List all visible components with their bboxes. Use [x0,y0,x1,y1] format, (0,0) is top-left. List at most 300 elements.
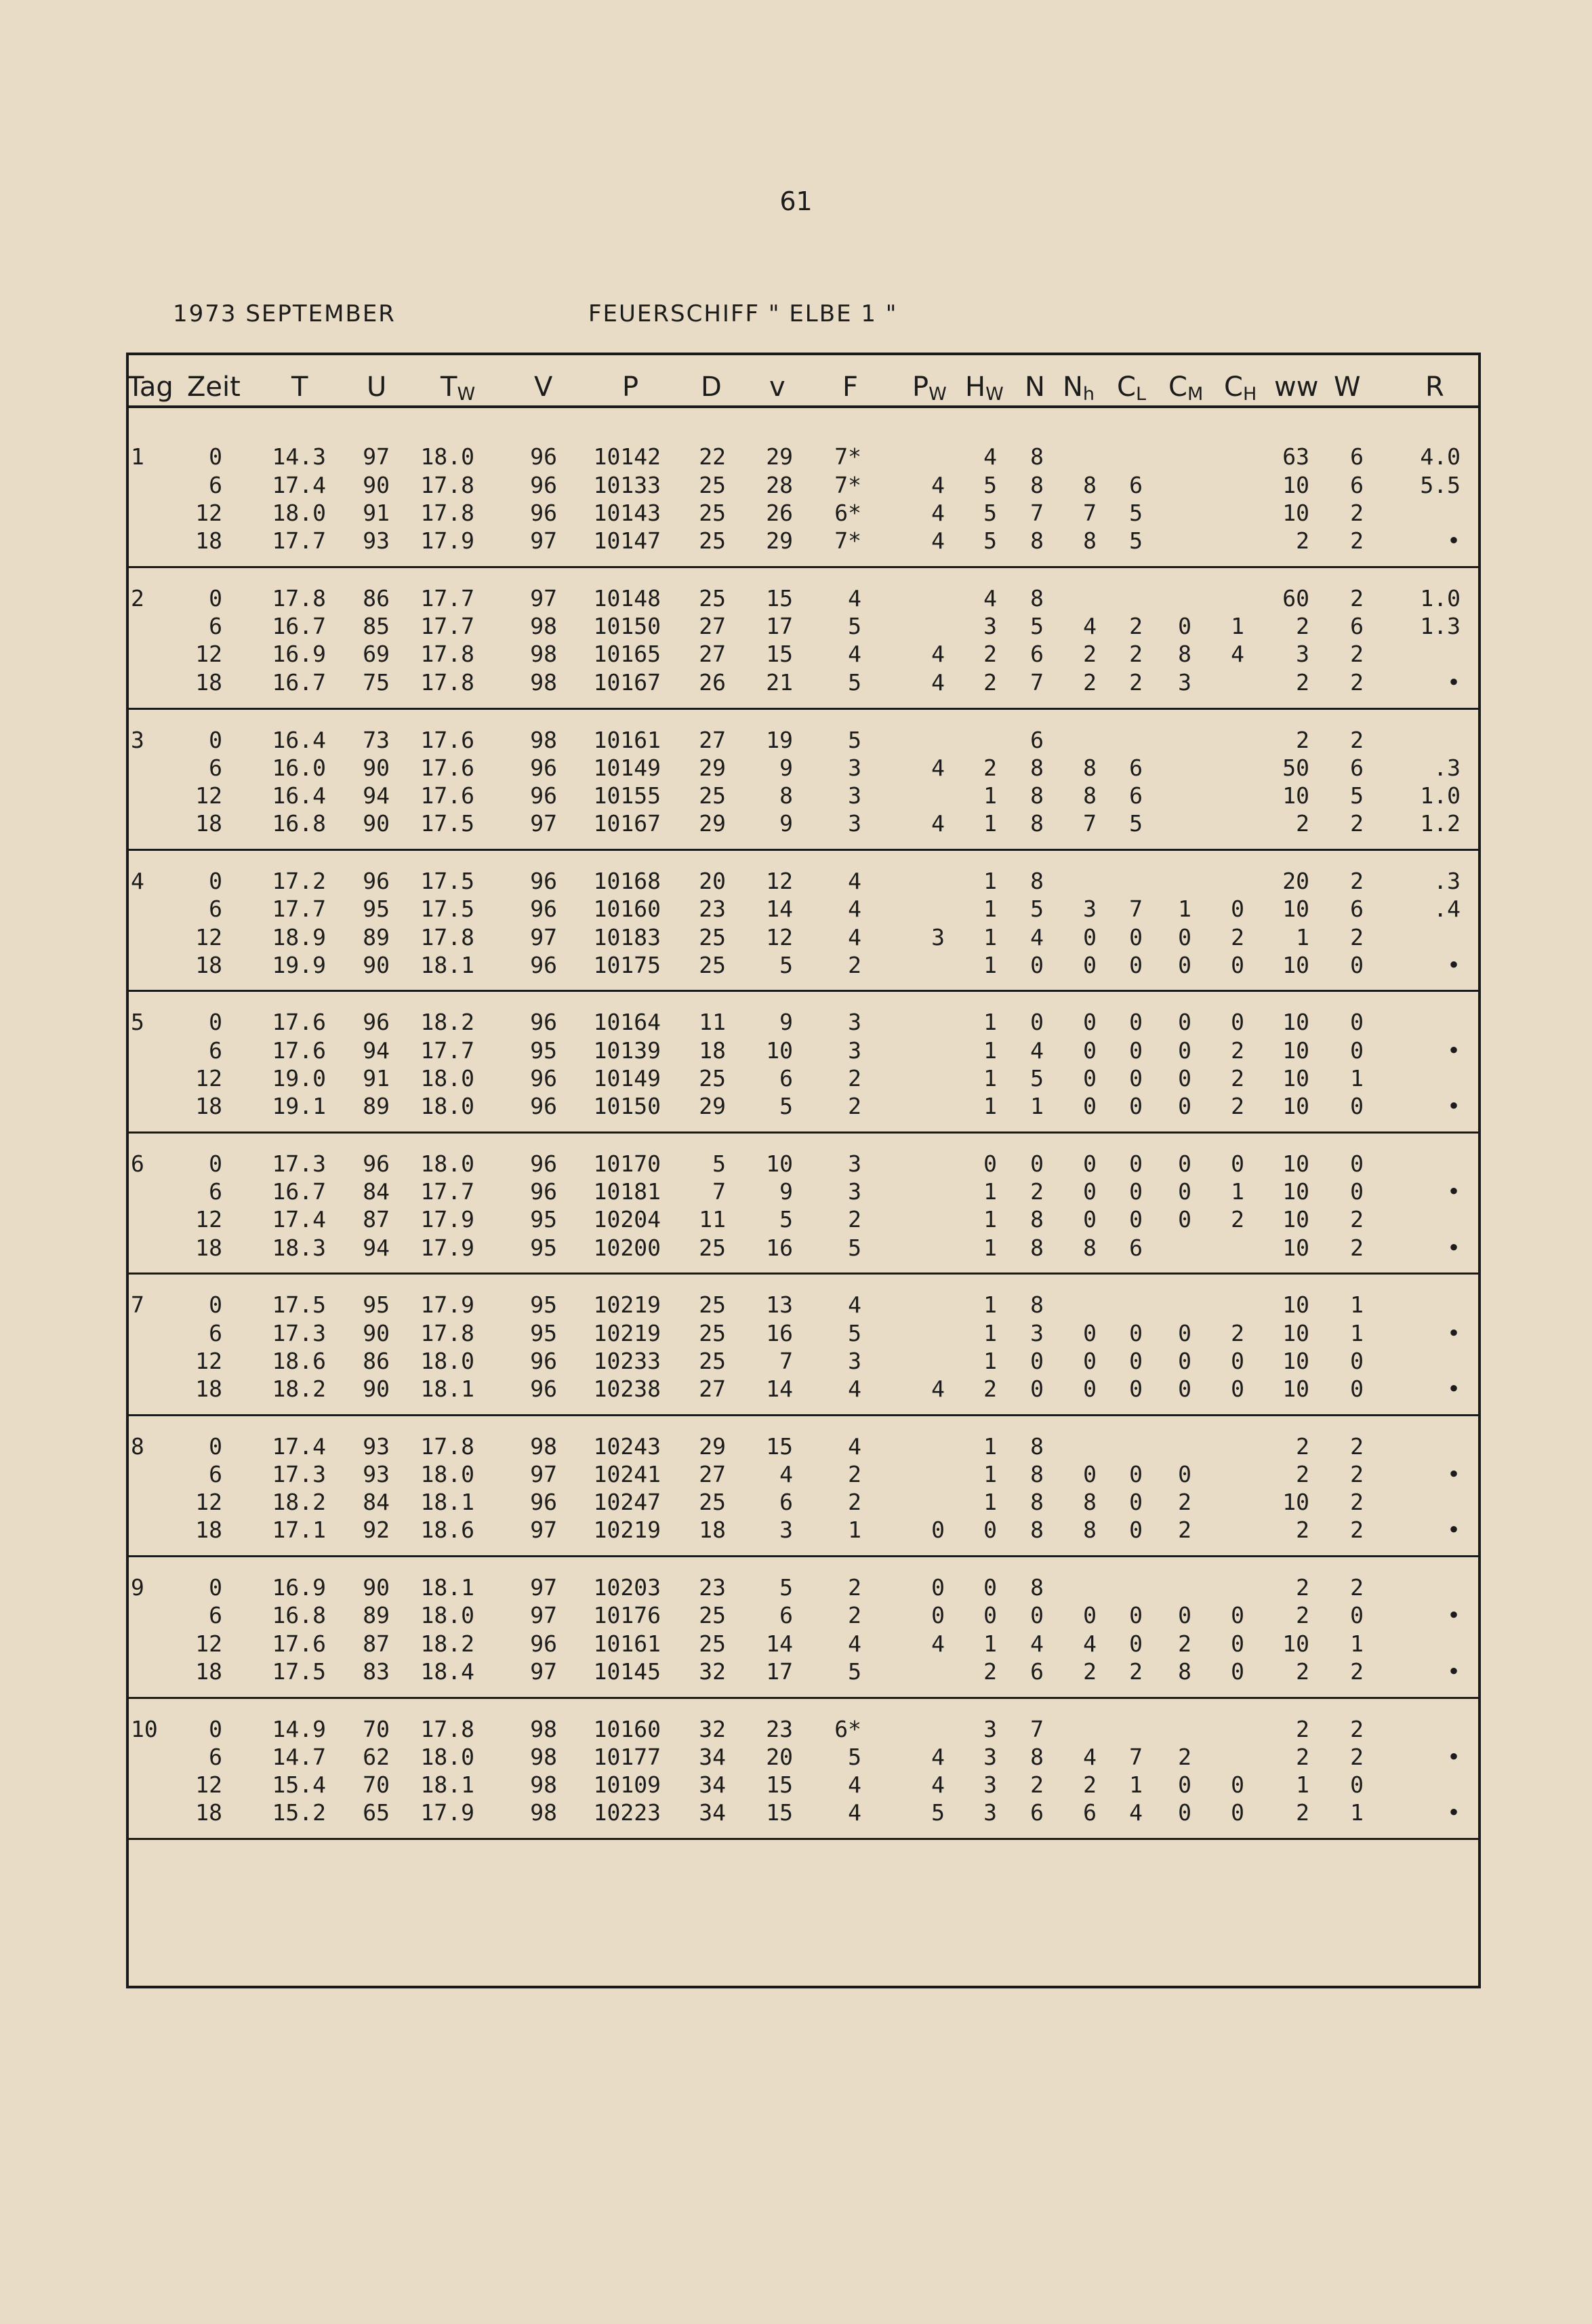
cell-p: 10168 [593,868,661,894]
cell-v-lower: 29 [766,527,793,554]
cell-nh: 0 [1083,952,1097,978]
cell-tw: 17.9 [420,527,474,554]
cell-t: 17.5 [272,1658,326,1685]
cell-hw: 3 [983,1771,997,1798]
cell-ch: 1 [1231,1178,1244,1205]
cell-hw: 1 [983,1037,997,1064]
cell-r: • [1447,1799,1461,1826]
cell-f: 7* [834,472,861,498]
cell-n: 8 [1030,1461,1044,1487]
cell-ww: 10 [1282,1178,1309,1205]
cell-f: 5 [848,669,861,696]
cell-u: 96 [363,868,390,894]
cell-nh: 4 [1083,1744,1097,1770]
col-header-ch-main: C [1224,372,1243,403]
cell-v-lower: 26 [766,500,793,526]
cell-zeit: 0 [209,443,222,470]
cell-cm: 2 [1178,1744,1191,1770]
cell-zeit: 18 [195,1235,222,1261]
cell-pw: 4 [931,527,945,554]
cell-ch: 0 [1231,1658,1244,1685]
cell-v: 97 [530,527,557,554]
cell-n: 8 [1030,810,1044,837]
cell-tw: 17.8 [420,641,474,667]
cell-pw: 0 [931,1602,945,1628]
cell-r: 1.0 [1420,585,1461,612]
cell-w: 6 [1350,443,1364,470]
cell-cl: 0 [1129,1630,1143,1657]
col-header-r: R [1425,372,1444,403]
cell-d: 25 [699,782,726,809]
cell-pw: 4 [931,1771,945,1798]
cell-ww: 2 [1296,1433,1309,1460]
cell-hw: 1 [983,1320,997,1346]
cell-t: 15.2 [272,1799,326,1826]
cell-u: 65 [363,1799,390,1826]
cell-cm: 0 [1178,1009,1191,1035]
cell-zeit: 18 [195,810,222,837]
tag-cell: 5 [131,1009,144,1035]
cell-f: 5 [848,1320,861,1346]
cell-cm: 2 [1178,1517,1191,1543]
cell-n: 7 [1030,500,1044,526]
cell-v: 95 [530,1235,557,1261]
cell-p: 10204 [593,1206,661,1233]
cell-n: 8 [1030,585,1044,612]
cell-t: 18.6 [272,1348,326,1374]
cell-t: 14.9 [272,1716,326,1742]
cell-p: 10160 [593,1716,661,1742]
cell-ww: 10 [1282,1376,1309,1402]
cell-tw: 17.7 [420,613,474,639]
cell-d: 18 [699,1037,726,1064]
cell-zeit: 6 [209,1744,222,1770]
cell-v-lower: 10 [766,1150,793,1177]
cell-v-lower: 15 [766,1771,793,1798]
cell-v: 97 [530,810,557,837]
cell-pw: 5 [931,1799,945,1826]
cell-tw: 18.0 [420,1461,474,1487]
cell-w: 1 [1350,1065,1364,1091]
cell-cm: 0 [1178,1178,1191,1205]
cell-t: 19.1 [272,1093,326,1119]
cell-p: 10177 [593,1744,661,1770]
cell-cl: 0 [1129,1178,1143,1205]
cell-cl: 0 [1129,952,1143,978]
cell-t: 17.8 [272,585,326,612]
cell-p: 10181 [593,1178,661,1205]
cell-pw: 4 [931,1744,945,1770]
cell-nh: 8 [1083,1235,1097,1261]
cell-v-lower: 6 [779,1602,793,1628]
cell-f: 4 [848,641,861,667]
cell-d: 34 [699,1744,726,1770]
cell-tw: 17.8 [420,472,474,498]
cell-u: 84 [363,1178,390,1205]
cell-r: • [1447,1037,1461,1064]
cell-nh: 2 [1083,1658,1097,1685]
day-separator [126,1273,1481,1275]
cell-zeit: 0 [209,727,222,753]
cell-hw: 0 [983,1517,997,1543]
cell-cm: 0 [1178,1037,1191,1064]
cell-ww: 10 [1282,1150,1309,1177]
cell-cl: 2 [1129,641,1143,667]
cell-f: 3 [848,1009,861,1035]
cell-r: • [1447,1602,1461,1628]
cell-ww: 10 [1282,1291,1309,1318]
cell-n: 8 [1030,868,1044,894]
cell-d: 25 [699,472,726,498]
cell-w: 0 [1350,1009,1364,1035]
cell-tw: 17.8 [420,1716,474,1742]
cell-r: .3 [1433,868,1461,894]
cell-t: 14.3 [272,443,326,470]
cell-v: 97 [530,585,557,612]
cell-d: 25 [699,1348,726,1374]
cell-f: 6* [834,500,861,526]
cell-tw: 18.2 [420,1630,474,1657]
cell-tw: 18.0 [420,1744,474,1770]
cell-d: 25 [699,1291,726,1318]
cell-ww: 10 [1282,1009,1309,1035]
col-header-v: V [534,372,553,403]
cell-cl: 0 [1129,1065,1143,1091]
cell-v: 96 [530,1009,557,1035]
cell-tw: 18.1 [420,1376,474,1402]
cell-u: 91 [363,500,390,526]
cell-nh: 8 [1083,1489,1097,1515]
cell-ww: 3 [1296,641,1309,667]
cell-n: 4 [1030,1630,1044,1657]
cell-ch: 2 [1231,1206,1244,1233]
cell-d: 34 [699,1799,726,1826]
cell-d: 25 [699,952,726,978]
cell-tw: 18.0 [420,443,474,470]
cell-t: 17.4 [272,1206,326,1233]
cell-tw: 18.0 [420,1093,474,1119]
cell-v: 96 [530,1178,557,1205]
cell-zeit: 6 [209,613,222,639]
cell-w: 0 [1350,1037,1364,1064]
cell-ww: 2 [1296,810,1309,837]
cell-f: 3 [848,1178,861,1205]
cell-tw: 18.0 [420,1150,474,1177]
cell-hw: 2 [983,669,997,696]
cell-r: • [1447,669,1461,696]
cell-p: 10142 [593,443,661,470]
cell-ww: 10 [1282,472,1309,498]
cell-w: 2 [1350,1235,1364,1261]
cell-n: 0 [1030,1602,1044,1628]
cell-ww: 2 [1296,1574,1309,1601]
cell-t: 16.7 [272,613,326,639]
cell-d: 25 [699,1065,726,1091]
cell-zeit: 12 [195,1771,222,1798]
cell-tw: 17.7 [420,1178,474,1205]
cell-v: 95 [530,1037,557,1064]
cell-nh: 0 [1083,1037,1097,1064]
cell-hw: 0 [983,1574,997,1601]
cell-ww: 10 [1282,1206,1309,1233]
cell-t: 17.7 [272,527,326,554]
cell-cm: 0 [1178,924,1191,950]
cell-v-lower: 14 [766,1630,793,1657]
cell-p: 10238 [593,1376,661,1402]
cell-u: 90 [363,1574,390,1601]
cell-v-lower: 14 [766,1376,793,1402]
cell-v: 96 [530,500,557,526]
cell-d: 18 [699,1517,726,1543]
cell-tw: 17.9 [420,1206,474,1233]
cell-cl: 0 [1129,1517,1143,1543]
cell-n: 2 [1030,1178,1044,1205]
cell-n: 8 [1030,443,1044,470]
cell-zeit: 0 [209,1574,222,1601]
cell-w: 6 [1350,896,1364,922]
cell-w: 2 [1350,924,1364,950]
cell-t: 18.2 [272,1376,326,1402]
cell-n: 8 [1030,1291,1044,1318]
cell-cl: 5 [1129,527,1143,554]
cell-w: 0 [1350,1150,1364,1177]
cell-d: 25 [699,924,726,950]
cell-n: 7 [1030,669,1044,696]
cell-v: 98 [530,1771,557,1798]
cell-cm: 0 [1178,1065,1191,1091]
cell-d: 32 [699,1658,726,1685]
cell-f: 4 [848,896,861,922]
cell-ch: 0 [1231,1602,1244,1628]
cell-t: 16.9 [272,1574,326,1601]
cell-r: • [1447,1376,1461,1402]
cell-w: 2 [1350,1461,1364,1487]
col-header-ch-sub: H [1242,384,1257,405]
cell-v: 98 [530,641,557,667]
cell-ww: 10 [1282,1065,1309,1091]
cell-u: 89 [363,1093,390,1119]
cell-tw: 17.9 [420,1799,474,1826]
col-header-hw [965,372,1004,405]
cell-u: 86 [363,1348,390,1374]
cell-n: 8 [1030,1744,1044,1770]
cell-cm: 0 [1178,952,1191,978]
cell-ww: 10 [1282,1320,1309,1346]
cell-nh: 0 [1083,1320,1097,1346]
cell-t: 16.0 [272,755,326,781]
cell-r: 1.0 [1420,782,1461,809]
cell-tw: 17.9 [420,1235,474,1261]
cell-nh: 7 [1083,500,1097,526]
cell-nh: 6 [1083,1799,1097,1826]
cell-tw: 18.0 [420,1065,474,1091]
cell-cl: 7 [1129,896,1143,922]
cell-n: 5 [1030,613,1044,639]
cell-n: 8 [1030,1206,1044,1233]
tag-cell: 4 [131,868,144,894]
cell-zeit: 12 [195,641,222,667]
cell-u: 95 [363,1291,390,1318]
col-header-cm-sub: M [1187,384,1204,405]
cell-p: 10155 [593,782,661,809]
header-divider [126,405,1481,408]
cell-cm: 0 [1178,1602,1191,1628]
cell-p: 10219 [593,1320,661,1346]
cell-v-lower: 28 [766,472,793,498]
col-header-cl-main: C [1117,372,1136,403]
cell-ww: 10 [1282,1489,1309,1515]
cell-ch: 0 [1231,1799,1244,1826]
cell-r: • [1447,1178,1461,1205]
cell-zeit: 0 [209,585,222,612]
cell-n: 0 [1030,1150,1044,1177]
cell-pw: 4 [931,1376,945,1402]
cell-r: • [1447,1320,1461,1346]
col-header-cl-sub: L [1135,384,1146,405]
day-separator [126,566,1481,568]
cell-zeit: 12 [195,1348,222,1374]
col-header-d: D [701,372,722,403]
tag-cell: 3 [131,727,144,753]
cell-v-lower: 5 [779,952,793,978]
cell-w: 2 [1350,641,1364,667]
cell-n: 6 [1030,1799,1044,1826]
cell-nh: 3 [1083,896,1097,922]
cell-tw: 17.8 [420,1320,474,1346]
cell-v: 96 [530,1348,557,1374]
cell-zeit: 18 [195,1799,222,1826]
cell-cl: 5 [1129,810,1143,837]
cell-t: 19.0 [272,1065,326,1091]
cell-nh: 0 [1083,1178,1097,1205]
cell-r: .4 [1433,896,1461,922]
day-separator [126,1414,1481,1416]
cell-cm: 0 [1178,1093,1191,1119]
cell-tw: 17.8 [420,1433,474,1460]
cell-tw: 18.1 [420,1574,474,1601]
cell-pw: 3 [931,924,945,950]
cell-cm: 0 [1178,1348,1191,1374]
cell-t: 18.0 [272,500,326,526]
cell-hw: 1 [983,1009,997,1035]
cell-nh: 8 [1083,782,1097,809]
cell-v: 96 [530,1630,557,1657]
cell-nh: 0 [1083,1093,1097,1119]
cell-tw: 18.2 [420,1009,474,1035]
day-separator [126,1131,1481,1134]
cell-w: 2 [1350,500,1364,526]
cell-u: 70 [363,1716,390,1742]
cell-d: 7 [712,1178,726,1205]
cell-d: 25 [699,1602,726,1628]
cell-ww: 2 [1296,1744,1309,1770]
cell-p: 10200 [593,1235,661,1261]
cell-f: 6* [834,1716,861,1742]
cell-cl: 0 [1129,924,1143,950]
cell-hw: 1 [983,896,997,922]
cell-f: 2 [848,1206,861,1233]
cell-tw: 17.7 [420,1037,474,1064]
col-header-cm-main: C [1168,372,1187,403]
cell-t: 17.4 [272,1433,326,1460]
cell-w: 1 [1350,1799,1364,1826]
cell-p: 10175 [593,952,661,978]
cell-nh: 0 [1083,1602,1097,1628]
cell-w: 2 [1350,1206,1364,1233]
cell-n: 4 [1030,924,1044,950]
cell-v: 96 [530,443,557,470]
cell-hw: 1 [983,1235,997,1261]
cell-ch: 0 [1231,952,1244,978]
cell-cm: 1 [1178,896,1191,922]
col-header-f: F [842,372,859,403]
cell-zeit: 18 [195,1093,222,1119]
cell-v-lower: 20 [766,1744,793,1770]
cell-zeit: 0 [209,1009,222,1035]
cell-hw: 1 [983,1489,997,1515]
cell-cl: 1 [1129,1771,1143,1798]
cell-w: 6 [1350,755,1364,781]
cell-ww: 1 [1296,924,1309,950]
cell-u: 89 [363,924,390,950]
cell-v-lower: 12 [766,924,793,950]
cell-p: 10150 [593,1093,661,1119]
cell-p: 10150 [593,613,661,639]
cell-p: 10164 [593,1009,661,1035]
cell-v: 97 [530,1574,557,1601]
cell-cl: 0 [1129,1376,1143,1402]
cell-r: • [1447,1517,1461,1543]
cell-w: 2 [1350,1489,1364,1515]
cell-hw: 1 [983,1065,997,1091]
cell-hw: 1 [983,810,997,837]
cell-v: 98 [530,1744,557,1770]
cell-t: 17.5 [272,1291,326,1318]
cell-tw: 17.7 [420,585,474,612]
cell-w: 2 [1350,868,1364,894]
cell-ww: 10 [1282,896,1309,922]
cell-cl: 0 [1129,1206,1143,1233]
cell-t: 17.3 [272,1320,326,1346]
cell-ch: 0 [1231,1150,1244,1177]
cell-ww: 2 [1296,1602,1309,1628]
cell-v: 97 [530,924,557,950]
col-header-pw-sub: W [928,384,947,405]
cell-hw: 1 [983,1433,997,1460]
cell-ww: 60 [1282,585,1309,612]
cell-n: 8 [1030,782,1044,809]
cell-u: 94 [363,1235,390,1261]
cell-ww: 2 [1296,1716,1309,1742]
cell-t: 18.2 [272,1489,326,1515]
cell-f: 5 [848,727,861,753]
cell-w: 0 [1350,1376,1364,1402]
cell-nh: 8 [1083,755,1097,781]
cell-tw: 17.8 [420,669,474,696]
cell-w: 2 [1350,810,1364,837]
cell-hw: 1 [983,1206,997,1233]
cell-p: 10160 [593,896,661,922]
cell-ww: 10 [1282,1235,1309,1261]
cell-u: 96 [363,1150,390,1177]
cell-cm: 0 [1178,1799,1191,1826]
cell-cm: 2 [1178,1630,1191,1657]
cell-u: 94 [363,782,390,809]
cell-pw: 4 [931,1630,945,1657]
cell-v: 96 [530,896,557,922]
cell-t: 18.3 [272,1235,326,1261]
cell-cl: 0 [1129,1602,1143,1628]
